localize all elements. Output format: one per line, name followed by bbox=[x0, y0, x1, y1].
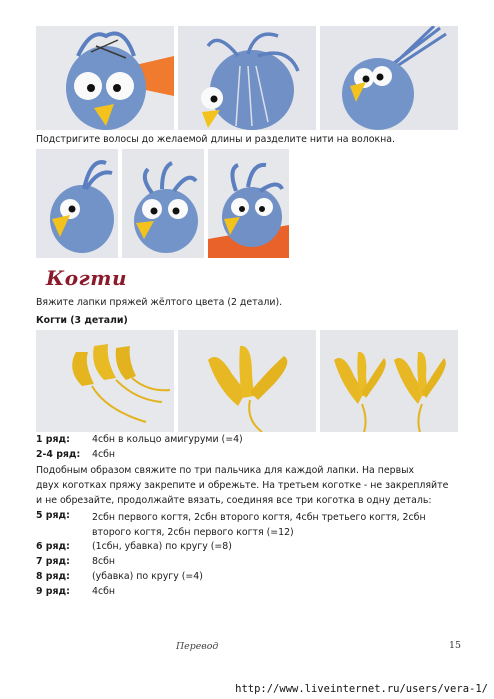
row-value: (убавка) по кругу (=4) bbox=[92, 571, 203, 582]
photo-claws-separate bbox=[36, 330, 174, 432]
photo-bird-front bbox=[36, 26, 174, 130]
row-label: 9 ряд: bbox=[36, 586, 70, 597]
row-value: 4сбн bbox=[92, 586, 116, 597]
row-label: 1 ряд: bbox=[36, 434, 70, 445]
paragraph-line: двух коготках пряжу закрепите и обрежьте. На третьем коготке - не закрепляйте bbox=[36, 480, 449, 492]
source-url: http://www.liveinternet.ru/users/vera-1/ bbox=[235, 683, 488, 695]
row-value-line: второго когтя, 2сбн первого когтя (=12) bbox=[92, 527, 294, 539]
row-label: 7 ряд: bbox=[36, 556, 70, 567]
page-number: 15 bbox=[449, 640, 461, 651]
subheading: Когти (3 детали) bbox=[36, 315, 128, 326]
row-value bbox=[92, 510, 426, 540]
row-label: 2-4 ряд: bbox=[36, 449, 81, 460]
paragraph-line: и не обрезайте, продолжайте вязать, соединяя все три коготка в одну деталь: bbox=[36, 495, 432, 507]
photo-claws-joined bbox=[178, 330, 316, 432]
row-value: 4сбн в кольцо амигуруми (=4) bbox=[92, 434, 243, 445]
section-title: Когти bbox=[46, 266, 127, 290]
paragraph-line: Подобным образом свяжите по три пальчика для каждой лапки. На первых bbox=[36, 465, 415, 476]
row-value-line: 2сбн первого когтя, 2сбн второго когтя, 4сбн третьего когтя, 2сбн bbox=[92, 512, 426, 523]
row-label: 8 ряд: bbox=[36, 571, 70, 582]
photo-bird-side bbox=[178, 26, 316, 130]
row-label: 5 ряд: bbox=[36, 510, 70, 521]
photo-bird-tail bbox=[320, 26, 458, 130]
photo-bird-hair-3 bbox=[208, 149, 289, 258]
row-label: 6 ряд: bbox=[36, 541, 70, 552]
row-value: (1сбн, убавка) по кругу (=8) bbox=[92, 541, 232, 552]
photo-claws-pair bbox=[320, 330, 458, 432]
instruction-paragraph bbox=[36, 463, 464, 509]
photo-bird-hair-1 bbox=[36, 149, 118, 258]
photo-bird-hair-2 bbox=[122, 149, 204, 258]
row-value: 8сбн bbox=[92, 556, 116, 567]
row-value: 4сбн bbox=[92, 449, 116, 460]
intro-text: Вяжите лапки пряжей жёлтого цвета (2 детали). bbox=[36, 297, 283, 308]
footer-label: Перевод bbox=[176, 641, 219, 652]
hair-caption: Подстригите волосы до желаемой длины и разделите нити на волокна. bbox=[36, 134, 395, 145]
